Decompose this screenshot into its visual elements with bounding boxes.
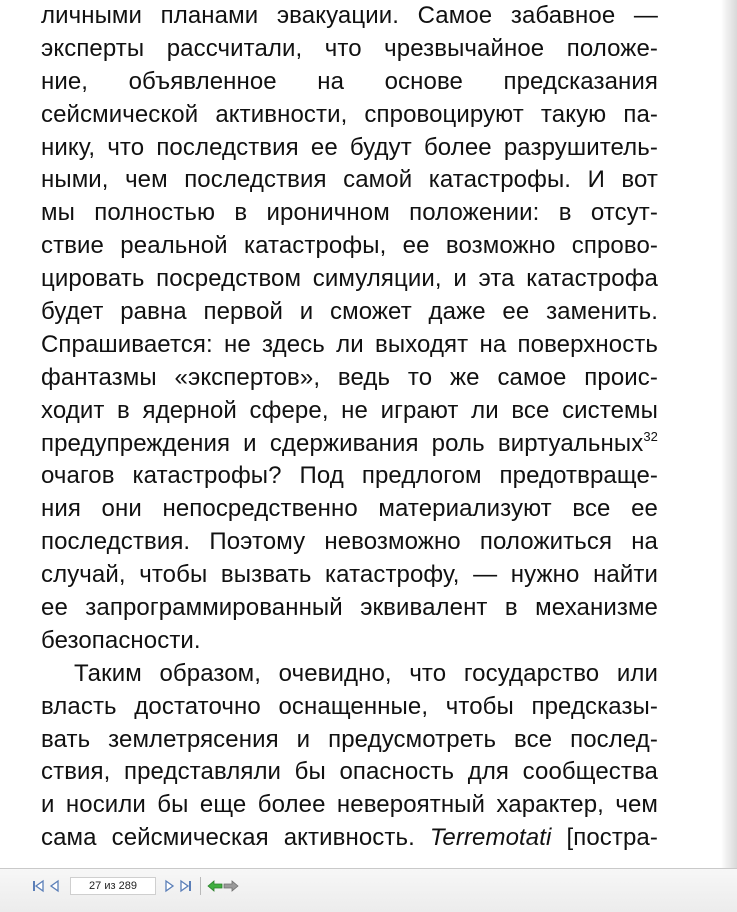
text-line: нику, что последствия ее будут более разрушитель- [41,133,658,161]
text-line-content: сама сейсмическая активность. [41,824,415,852]
text-line-with-footnote [41,428,658,461]
text-line: ния они непосредственно материализуют все ее [41,495,658,523]
text-line: фантазмы «экспертов», ведь то же самое проис- [41,363,658,391]
toolbar-controls [30,875,239,897]
first-page-button[interactable] [30,877,46,895]
back-icon [207,879,223,893]
last-page-icon [179,879,193,893]
text-line: безопасности. [41,626,201,654]
previous-page-icon [48,879,60,893]
text-line: и носили бы еще более невероятный характер, чем [41,791,658,819]
text-line: ными, чем последствия самой катастрофы. И вот [41,166,658,194]
toolbar-separator [200,877,201,895]
last-page-button[interactable] [178,877,194,895]
back-button[interactable] [207,877,223,895]
next-page-button[interactable] [162,877,178,895]
text-line: сейсмической активности, спровоцируют такую па- [41,100,658,128]
text-line [41,822,658,855]
italic-term: Terremotati [429,824,552,852]
first-page-icon [31,879,45,893]
text-line: очагов катастрофы? Под предлогом предотвраще- [41,462,658,490]
text-line: власть достаточно оснащенные, чтобы предсказы- [41,692,658,720]
footnote-reference[interactable]: 32 [643,428,658,444]
reader-navigation-toolbar [0,868,737,912]
text-line: ствия, представляли бы опасность для сообщества [41,758,658,786]
text-line: эксперты рассчитали, что чрезвычайное положе- [41,34,658,62]
text-line: будет равна первой и сможет даже ее заменить. [41,298,658,326]
text-line: вать землетрясения и предусмотреть все послед- [41,725,658,753]
paragraph-first-line: Таким образом, очевидно, что государство или [74,659,658,687]
text-line: мы полностью в ироничном положении: в отсут- [41,199,658,227]
forward-icon [223,879,239,893]
page-number-field[interactable]: 27 из 289 [70,877,156,895]
text-line: Спрашивается: не здесь ли выходят на поверхность [41,330,658,358]
text-line-tail: [постра- [566,824,658,852]
text-line-content: предупреждения и сдерживания роль виртуальных [41,429,644,457]
text-line: ее запрограммированный эквивалент в механизме [41,594,658,622]
page-edge-shadow [721,0,737,868]
next-page-icon [164,879,176,893]
forward-button[interactable] [223,877,239,895]
previous-page-button[interactable] [46,877,62,895]
text-line: личными планами эвакуации. Самое забавное — [41,2,658,29]
text-line: цировать посредством симуляции, и эта катастрофа [41,265,658,293]
text-line: ние, объявленное на основе предсказания [41,67,658,95]
text-line: последствия. Поэтому невозможно положиться на [41,528,658,556]
text-line: случай, чтобы вызвать катастрофу, — нужно найти [41,561,658,589]
text-line: ствие реальной катастрофы, ее возможно спрово- [41,232,658,260]
document-text [41,0,658,855]
text-line: ходит в ядерной сфере, не играют ли все системы [41,396,658,424]
